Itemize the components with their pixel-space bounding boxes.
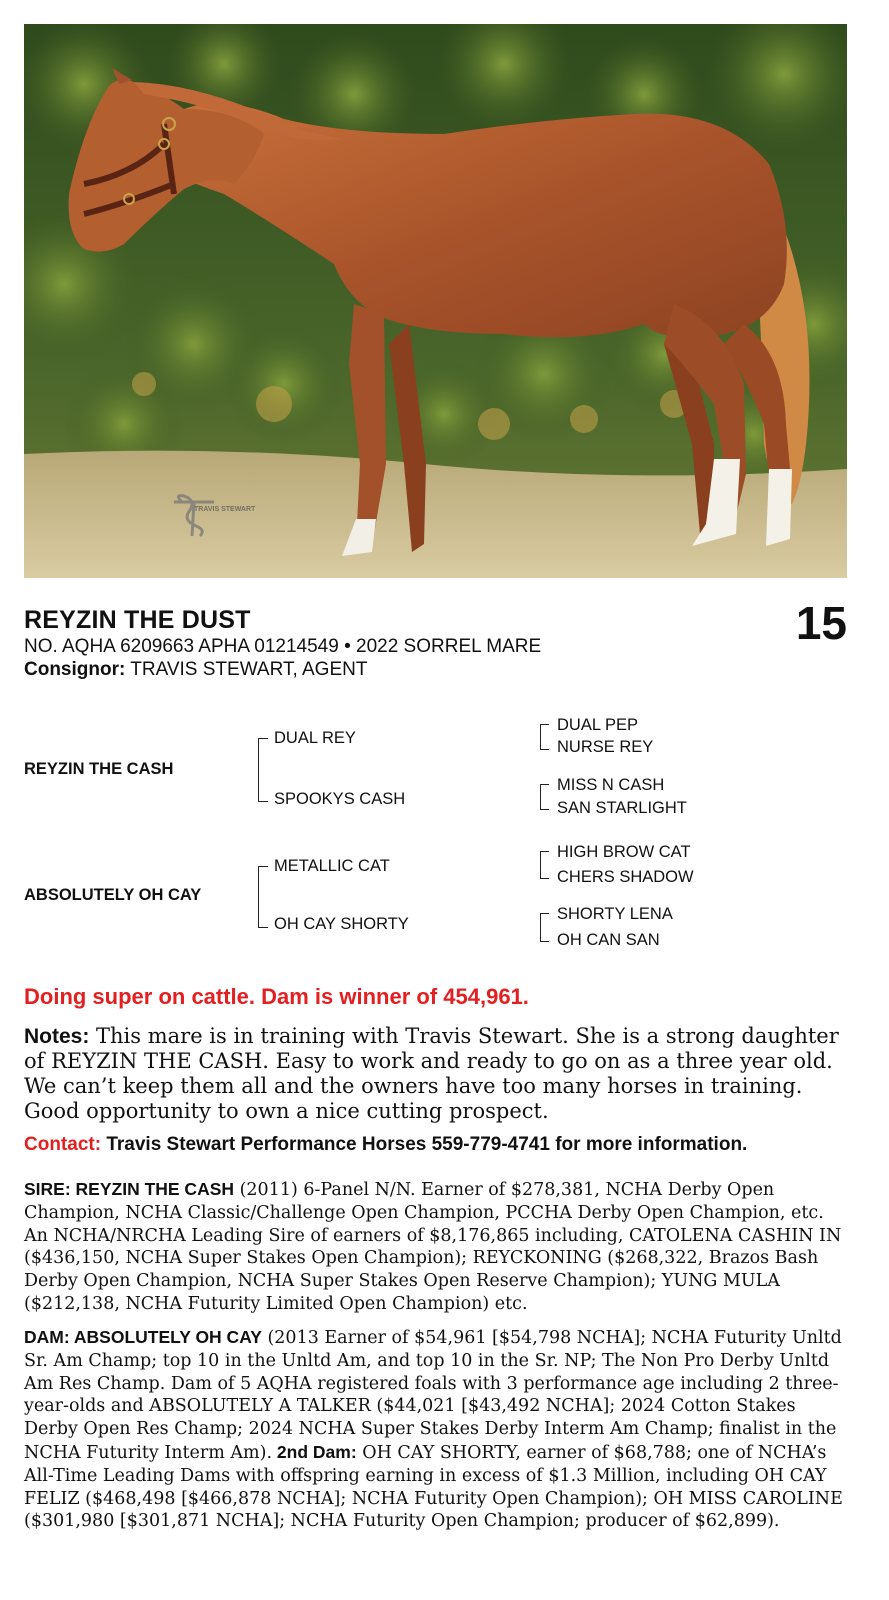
pedigree-ss-dam: NURSE REY	[557, 738, 654, 756]
pedigree-dd-dam: OH CAN SAN	[557, 931, 660, 949]
pedigree-ds-sire: HIGH BROW CAT	[557, 843, 691, 861]
bracket-sd	[540, 784, 549, 810]
pedigree-ds-dam: CHERS SHADOW	[557, 868, 694, 886]
consignor-label: Consignor:	[24, 659, 126, 680]
svg-text:TRAVIS STEWART: TRAVIS STEWART	[194, 506, 256, 513]
bracket-sire	[258, 738, 268, 802]
sire-text: (2011) 6-Panel N/N. Earner of $278,381, NCHA Derby Open Champion, NCHA Classic/Challenge Open Champion, PCCHA Derby Open Champion, etc. An NCHA/NRCHA Leading Sire of earners of $8,176,865 including, CATOLENA CASHIN IN ($436,150, NCHA Super Stakes Open Champion); REYCKONING ($268,322, Brazos Bash Derby Open Champion, NCHA Super Stakes Open Reserve Champion); YUNG MULA ($212,138, NCHA Futurity Limited Open Champion) etc.	[24, 1180, 842, 1314]
pedigree-dam-sire: METALLIC CAT	[274, 857, 390, 875]
bracket-dd	[540, 913, 549, 942]
pedigree-dam: ABSOLUTELY OH CAY	[24, 886, 202, 904]
contact-label: Contact:	[24, 1134, 102, 1155]
horse-name: REYZIN THE DUST	[24, 606, 251, 634]
dam-label: DAM: ABSOLUTELY OH CAY	[24, 1327, 262, 1347]
bracket-ss	[540, 724, 549, 750]
contact-text: Travis Stewart Performance Horses 559-779-4741 for more information.	[101, 1134, 748, 1155]
dam-paragraph	[24, 1326, 844, 1533]
lot-number: 15	[795, 597, 847, 649]
consignor-line	[24, 659, 367, 681]
pedigree-dam-dam: OH CAY SHORTY	[274, 915, 409, 933]
notes-paragraph	[24, 1024, 844, 1124]
pedigree-sire: REYZIN THE CASH	[24, 760, 174, 778]
second-dam-text: OH CAY SHORTY, earner of $68,788; one of NCHA’s All-Time Leading Dams with offspring earning in excess of $1.3 Million, including OH CAY FELIZ ($468,498 [$466,878 NCHA]; NCHA Futurity Open Champion); OH MISS CAROLINE ($301,980 [$301,871 NCHA]; NCHA Futurity Open Champion; producer of $62,899).	[24, 1442, 843, 1532]
bracket-ds	[540, 851, 549, 879]
notes-label: Notes:	[24, 1025, 90, 1048]
notes-text: This mare is in training with Travis Stewart. She is a strong daughter of REYZIN THE CASH. Easy to work and ready to go on as a three year old. We can’t keep them all and the owners have too many horses in training. Good opportunity to own a nice cutting prospect.	[24, 1024, 839, 1123]
highlight-line: Doing super on cattle. Dam is winner of 454,961.	[24, 984, 529, 1009]
sire-label: SIRE: REYZIN THE CASH	[24, 1179, 235, 1199]
pedigree-sire-dam: SPOOKYS CASH	[274, 790, 406, 808]
pedigree-sd-sire: MISS N CASH	[557, 776, 665, 794]
pedigree-sire-sire: DUAL REY	[274, 729, 356, 747]
pedigree-sd-dam: SAN STARLIGHT	[557, 799, 687, 817]
registration-line: NO. AQHA 6209663 APHA 01214549 • 2022 SORREL MARE	[24, 636, 542, 657]
consignor-value: TRAVIS STEWART, AGENT	[125, 659, 368, 680]
pedigree-dd-sire: SHORTY LENA	[557, 905, 673, 923]
second-dam-label: 2nd Dam:	[272, 1441, 357, 1462]
contact-line	[24, 1134, 747, 1156]
dam-text: (2013 Earner of $54,961 [$54,798 NCHA]; NCHA Futurity Unltd Sr. Am Champ; top 10 in the Unltd Am, and top 10 in the Sr. NP; The Non Pro Derby Unltd Am Res Champ. Dam of 5 AQHA registered foals with 3 performance age including 2 three-year-olds and ABSOLUTELY A TALKER ($44,021 [$43,492 NCHA]; 2024 Cotton Stakes Derby Open Res Champ; 2024 NCHA Super Stakes Derby Interm Am Champ; finalist in the NCHA Futurity Interm Am).	[24, 1328, 842, 1463]
pedigree-ss-sire: DUAL PEP	[557, 716, 639, 734]
bracket-dam	[258, 866, 268, 928]
horse-photo	[24, 24, 847, 578]
horse-illustration	[24, 24, 847, 578]
sire-paragraph	[24, 1178, 844, 1316]
